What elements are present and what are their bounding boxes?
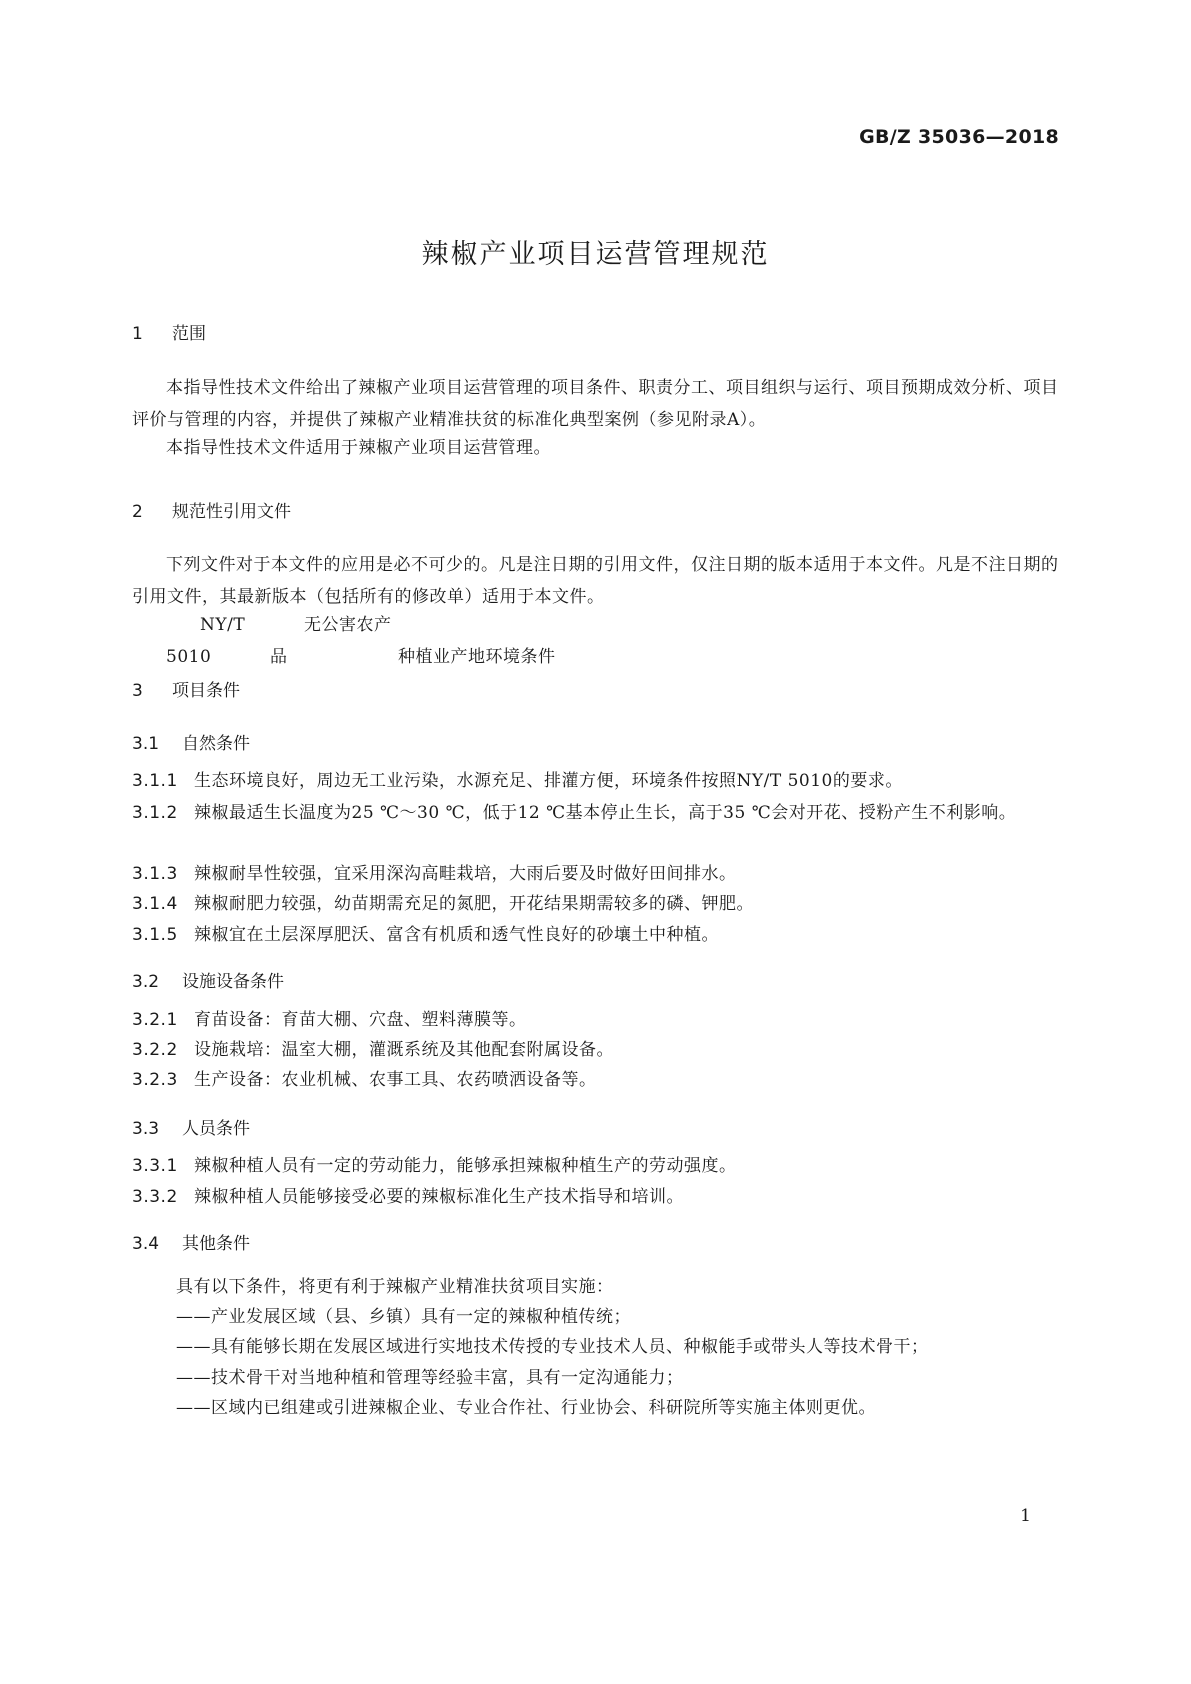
clause-3-1-1 [132, 765, 1059, 797]
clause-number: 3.2.3 [132, 1070, 178, 1090]
clause-number: 3.3.2 [132, 1187, 178, 1207]
list-item: ——区域内已组建或引进辣椒企业、专业合作社、行业协会、科研院所等实施主体则更优。 [176, 1398, 876, 1418]
clause-number: 3.1.3 [132, 864, 178, 884]
clause-3-2-1 [132, 1004, 1059, 1036]
reference-code: NY/T 5010 [166, 615, 246, 667]
clause-3-1-2 [132, 797, 1059, 829]
subsection-3-2-heading [132, 967, 284, 992]
section-number: 2 [132, 502, 143, 522]
clause-number: 3.1.5 [132, 925, 178, 945]
clause-3-1-5 [132, 919, 1059, 951]
document-title: 辣椒产业项目运营管理规范 [421, 239, 770, 270]
subsection-number: 3.2 [132, 972, 160, 992]
page-number: 1 [1020, 1506, 1031, 1526]
clause-3-1-4 [132, 888, 1059, 920]
clause-text: 辣椒宜在土层深厚肥沃、富含有机质和透气性良好的砂壤土中种植。 [194, 925, 719, 945]
normative-reference [132, 609, 1059, 673]
reference-title-part-2: 种植业产地环境条件 [398, 647, 556, 667]
clause-text: 辣椒耐旱性较强，宜采用深沟高畦栽培，大雨后要及时做好田间排水。 [194, 864, 737, 884]
clause-number: 3.1.1 [132, 771, 178, 791]
section-1-heading [132, 319, 206, 344]
clause-text: 辣椒种植人员能够接受必要的辣椒标准化生产技术指导和培训。 [194, 1187, 684, 1207]
subsection-3-4-heading [132, 1229, 250, 1254]
clause-text: 辣椒耐肥力较强，幼苗期需充足的氮肥，开花结果期需较多的磷、钾肥。 [194, 894, 754, 914]
subsection-title: 其他条件 [182, 1234, 250, 1254]
clause-text: 辣椒最适生长温度为25 ℃～30 ℃，低于12 ℃基本停止生长，高于35 ℃会对开花、授粉产生不利影响。 [194, 803, 1017, 823]
subsection-number: 3.1 [132, 734, 160, 754]
other-conditions-intro: 具有以下条件，将更有利于辣椒产业精准扶贫项目实施： [176, 1277, 614, 1297]
section-2-paragraph-1: 下列文件对于本文件的应用是必不可少的。凡是注日期的引用文件，仅注日期的版本适用于本文件。凡是不注日期的引用文件，其最新版本（包括所有的修改单）适用于本文件。 [132, 555, 1059, 607]
section-1-paragraph-2: 本指导性技术文件适用于辣椒产业项目运营管理。 [166, 438, 551, 458]
section-3-heading [132, 676, 240, 701]
section-1-paragraph-1: 本指导性技术文件给出了辣椒产业项目运营管理的项目条件、职责分工、项目组织与运行、项目预期成效分析、项目评价与管理的内容，并提供了辣椒产业精准扶贫的标准化典型案例（参见附录A）。 [132, 378, 1059, 430]
section-title: 范围 [172, 324, 206, 344]
list-item: ——具有能够长期在发展区域进行实地技术传授的专业技术人员、种椒能手或带头人等技术骨干； [176, 1337, 929, 1357]
section-title: 规范性引用文件 [172, 502, 291, 522]
clause-number: 3.1.4 [132, 894, 178, 914]
subsection-number: 3.3 [132, 1119, 160, 1139]
clause-3-3-2 [132, 1181, 1059, 1213]
clause-3-3-1 [132, 1150, 1059, 1182]
reference-title-part-1: 无公害农产品 [270, 615, 392, 667]
standard-number: GB/Z 35036—2018 [859, 126, 1059, 148]
subsection-3-3-heading [132, 1114, 250, 1139]
clause-text: 生态环境良好，周边无工业污染，水源充足、排灌方便，环境条件按照NY/T 5010的要求。 [194, 771, 903, 791]
subsection-title: 设施设备条件 [182, 972, 284, 992]
clause-text: 生产设备：农业机械、农事工具、农药喷洒设备等。 [194, 1070, 597, 1090]
clause-text: 辣椒种植人员有一定的劳动能力，能够承担辣椒种植生产的劳动强度。 [194, 1156, 737, 1176]
clause-number: 3.2.1 [132, 1010, 178, 1030]
subsection-number: 3.4 [132, 1234, 160, 1254]
clause-3-2-2 [132, 1034, 1059, 1066]
subsection-3-1-heading [132, 729, 250, 754]
subsection-title: 自然条件 [182, 734, 250, 754]
clause-text: 育苗设备：育苗大棚、穴盘、塑料薄膜等。 [194, 1010, 527, 1030]
section-number: 3 [132, 681, 143, 701]
section-2-heading [132, 497, 291, 522]
clause-3-2-3 [132, 1064, 1059, 1096]
clause-text: 设施栽培：温室大棚，灌溉系统及其他配套附属设备。 [194, 1040, 614, 1060]
section-title: 项目条件 [172, 681, 240, 701]
list-item: ——产业发展区域（县、乡镇）具有一定的辣椒种植传统； [176, 1307, 631, 1327]
clause-number: 3.3.1 [132, 1156, 178, 1176]
clause-number: 3.2.2 [132, 1040, 178, 1060]
list-item: ——技术骨干对当地种植和管理等经验丰富，具有一定沟通能力； [176, 1368, 684, 1388]
clause-number: 3.1.2 [132, 803, 178, 823]
section-number: 1 [132, 324, 143, 344]
subsection-title: 人员条件 [182, 1119, 250, 1139]
clause-3-1-3 [132, 858, 1059, 890]
